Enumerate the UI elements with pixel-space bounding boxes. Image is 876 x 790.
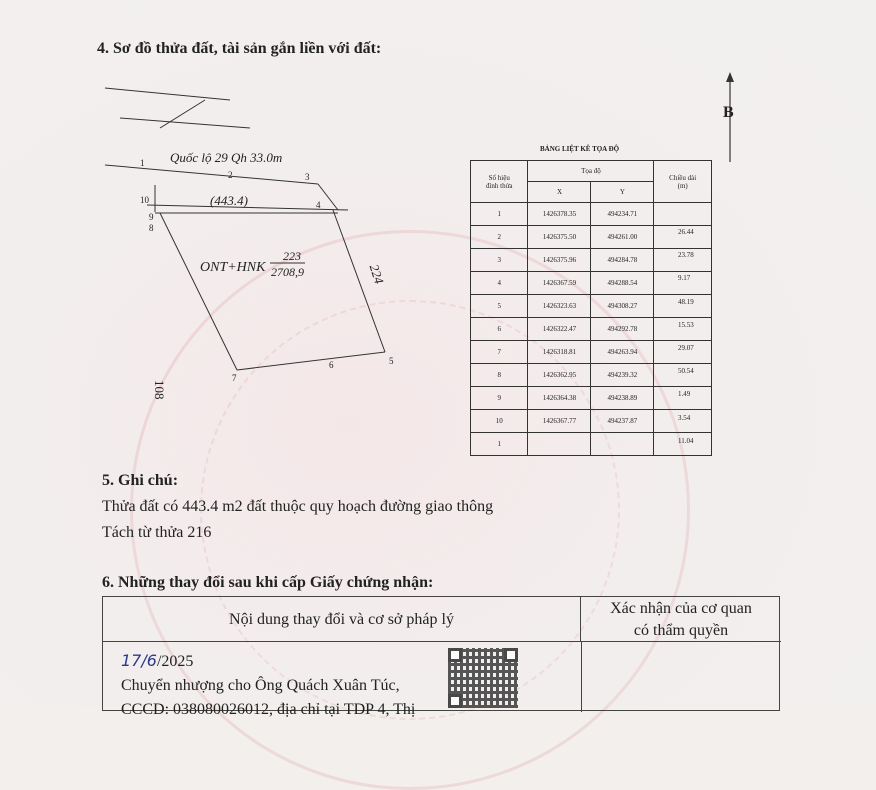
segment-length: 50.54	[678, 367, 694, 376]
coord-row	[471, 410, 712, 433]
point-no-cell: 10	[471, 410, 528, 433]
segment-length: 11.04	[678, 436, 694, 445]
point-label: 7	[232, 373, 237, 383]
point-label: 10	[140, 195, 149, 205]
y-cell: 494292.78	[591, 318, 654, 341]
y-cell	[591, 433, 654, 456]
boundary-7-8	[160, 213, 237, 370]
col-header-y: Y	[591, 182, 654, 203]
change-entry-date: 17/6/2025	[121, 651, 194, 670]
neighbor-parcel-224: 224	[366, 262, 387, 286]
y-cell: 494239.32	[591, 364, 654, 387]
boundary-3-4	[318, 184, 338, 210]
col-header-point: Số hiệu đỉnh thửa	[471, 161, 528, 203]
x-cell: 1426375.50	[528, 226, 591, 249]
road-area-label: (443.4)	[210, 193, 248, 208]
north-arrow-head-icon	[726, 72, 734, 82]
road-edge-line	[120, 118, 250, 128]
point-no-cell: 9	[471, 387, 528, 410]
coord-row	[471, 364, 712, 387]
boundary-5-7	[237, 352, 385, 370]
segment-length: 29.07	[678, 344, 694, 352]
x-cell	[528, 433, 591, 456]
y-cell: 494238.89	[591, 387, 654, 410]
y-cell: 494234.71	[591, 203, 654, 226]
y-cell: 494308.27	[591, 295, 654, 318]
x-cell: 1426364.38	[528, 387, 591, 410]
qr-code-icon	[448, 648, 518, 708]
parcel-area: 2708,9	[271, 265, 304, 279]
point-no-cell: 2	[471, 226, 528, 249]
segment-length: 1.49	[678, 390, 691, 399]
y-cell: 494288.54	[591, 272, 654, 295]
col-header-length: Chiều dài (m)	[654, 161, 712, 203]
coord-row	[471, 433, 712, 456]
x-cell: 1426362.95	[528, 364, 591, 387]
y-cell: 494237.87	[591, 410, 654, 433]
land-use-label: ONT+HNK	[200, 260, 266, 275]
coord-row	[471, 203, 712, 226]
handwritten-date: 17/6	[121, 651, 157, 670]
y-cell: 494261.00	[591, 226, 654, 249]
coord-row	[471, 249, 712, 272]
coord-row	[471, 318, 712, 341]
segment-length: 3.54	[678, 413, 691, 422]
point-no-cell: 6	[471, 318, 528, 341]
point-no-cell: 4	[471, 272, 528, 295]
x-cell: 1426322.47	[528, 318, 591, 341]
changes-col-confirm-header: Xác nhận của cơ quan có thẩm quyền	[581, 597, 781, 642]
point-label: 3	[305, 172, 310, 182]
x-cell: 1426318.81	[528, 341, 591, 364]
x-cell: 1426323.63	[528, 295, 591, 318]
y-cell: 494263.94	[591, 341, 654, 364]
parcel-number: 223	[283, 249, 301, 263]
segment-length: 23.78	[678, 251, 694, 260]
point-label: 1	[140, 158, 145, 168]
coord-table	[470, 160, 712, 456]
section-6-heading: 6. Những thay đổi sau khi cấp Giấy chứng nhận:	[102, 574, 434, 591]
x-cell: 1426367.59	[528, 272, 591, 295]
note-line-1: Thửa đất có 443.4 m2 đất thuộc quy hoạch đường giao thông	[102, 498, 494, 515]
y-cell: 494284.78	[591, 249, 654, 272]
length-cell	[654, 203, 712, 226]
section-4-heading: 4. Sơ đồ thửa đất, tài sản gắn liền với đất:	[97, 40, 382, 57]
x-cell: 1426378.35	[528, 203, 591, 226]
segment-length: 15.53	[678, 320, 694, 329]
point-no-cell: 3	[471, 249, 528, 272]
coord-row	[471, 295, 712, 318]
boundary-1-3	[105, 165, 318, 184]
point-label: 4	[316, 200, 321, 210]
change-entry-line-2: CCCD: 038080026012, địa chỉ tại TDP 4, Thị	[121, 701, 416, 718]
section-5-heading: 5. Ghi chú:	[102, 472, 179, 489]
segment-length: 48.19	[678, 297, 694, 306]
road-label: Quốc lộ 29 Qh 33.0m	[170, 150, 283, 165]
north-label: B	[723, 104, 734, 121]
point-no-cell: 7	[471, 341, 528, 364]
point-no-cell: 8	[471, 364, 528, 387]
coord-row	[471, 272, 712, 295]
segment-length: 26.44	[678, 228, 694, 236]
point-label: 8	[149, 223, 154, 233]
coord-row	[471, 226, 712, 249]
changes-col-content-header: Nội dung thay đổi và cơ sở pháp lý	[103, 597, 581, 642]
coord-table-title: BẢNG LIỆT KÊ TỌA ĐỘ	[540, 145, 620, 153]
point-no-cell: 1	[471, 433, 528, 456]
changes-table	[102, 596, 780, 718]
point-no-cell: 1	[471, 203, 528, 226]
road-edge-line	[105, 88, 230, 100]
point-label: 9	[149, 212, 154, 222]
note-line-2: Tách từ thửa 216	[102, 524, 212, 541]
point-label: 2	[228, 170, 233, 180]
segment-length: 9.17	[678, 274, 691, 283]
col-header-x: X	[528, 182, 591, 203]
change-entry-line-1: Chuyển nhượng cho Ông Quách Xuân Túc,	[121, 677, 400, 694]
x-cell: 1426367.77	[528, 410, 591, 433]
x-cell: 1426375.96	[528, 249, 591, 272]
changes-divider	[581, 642, 582, 712]
coord-row	[471, 341, 712, 364]
neighbor-parcel-108: 108	[152, 380, 167, 400]
point-label: 5	[389, 356, 394, 366]
col-header-coord: Tọa độ	[528, 161, 654, 182]
point-label: 6	[329, 360, 334, 370]
point-no-cell: 5	[471, 295, 528, 318]
coord-row	[471, 387, 712, 410]
